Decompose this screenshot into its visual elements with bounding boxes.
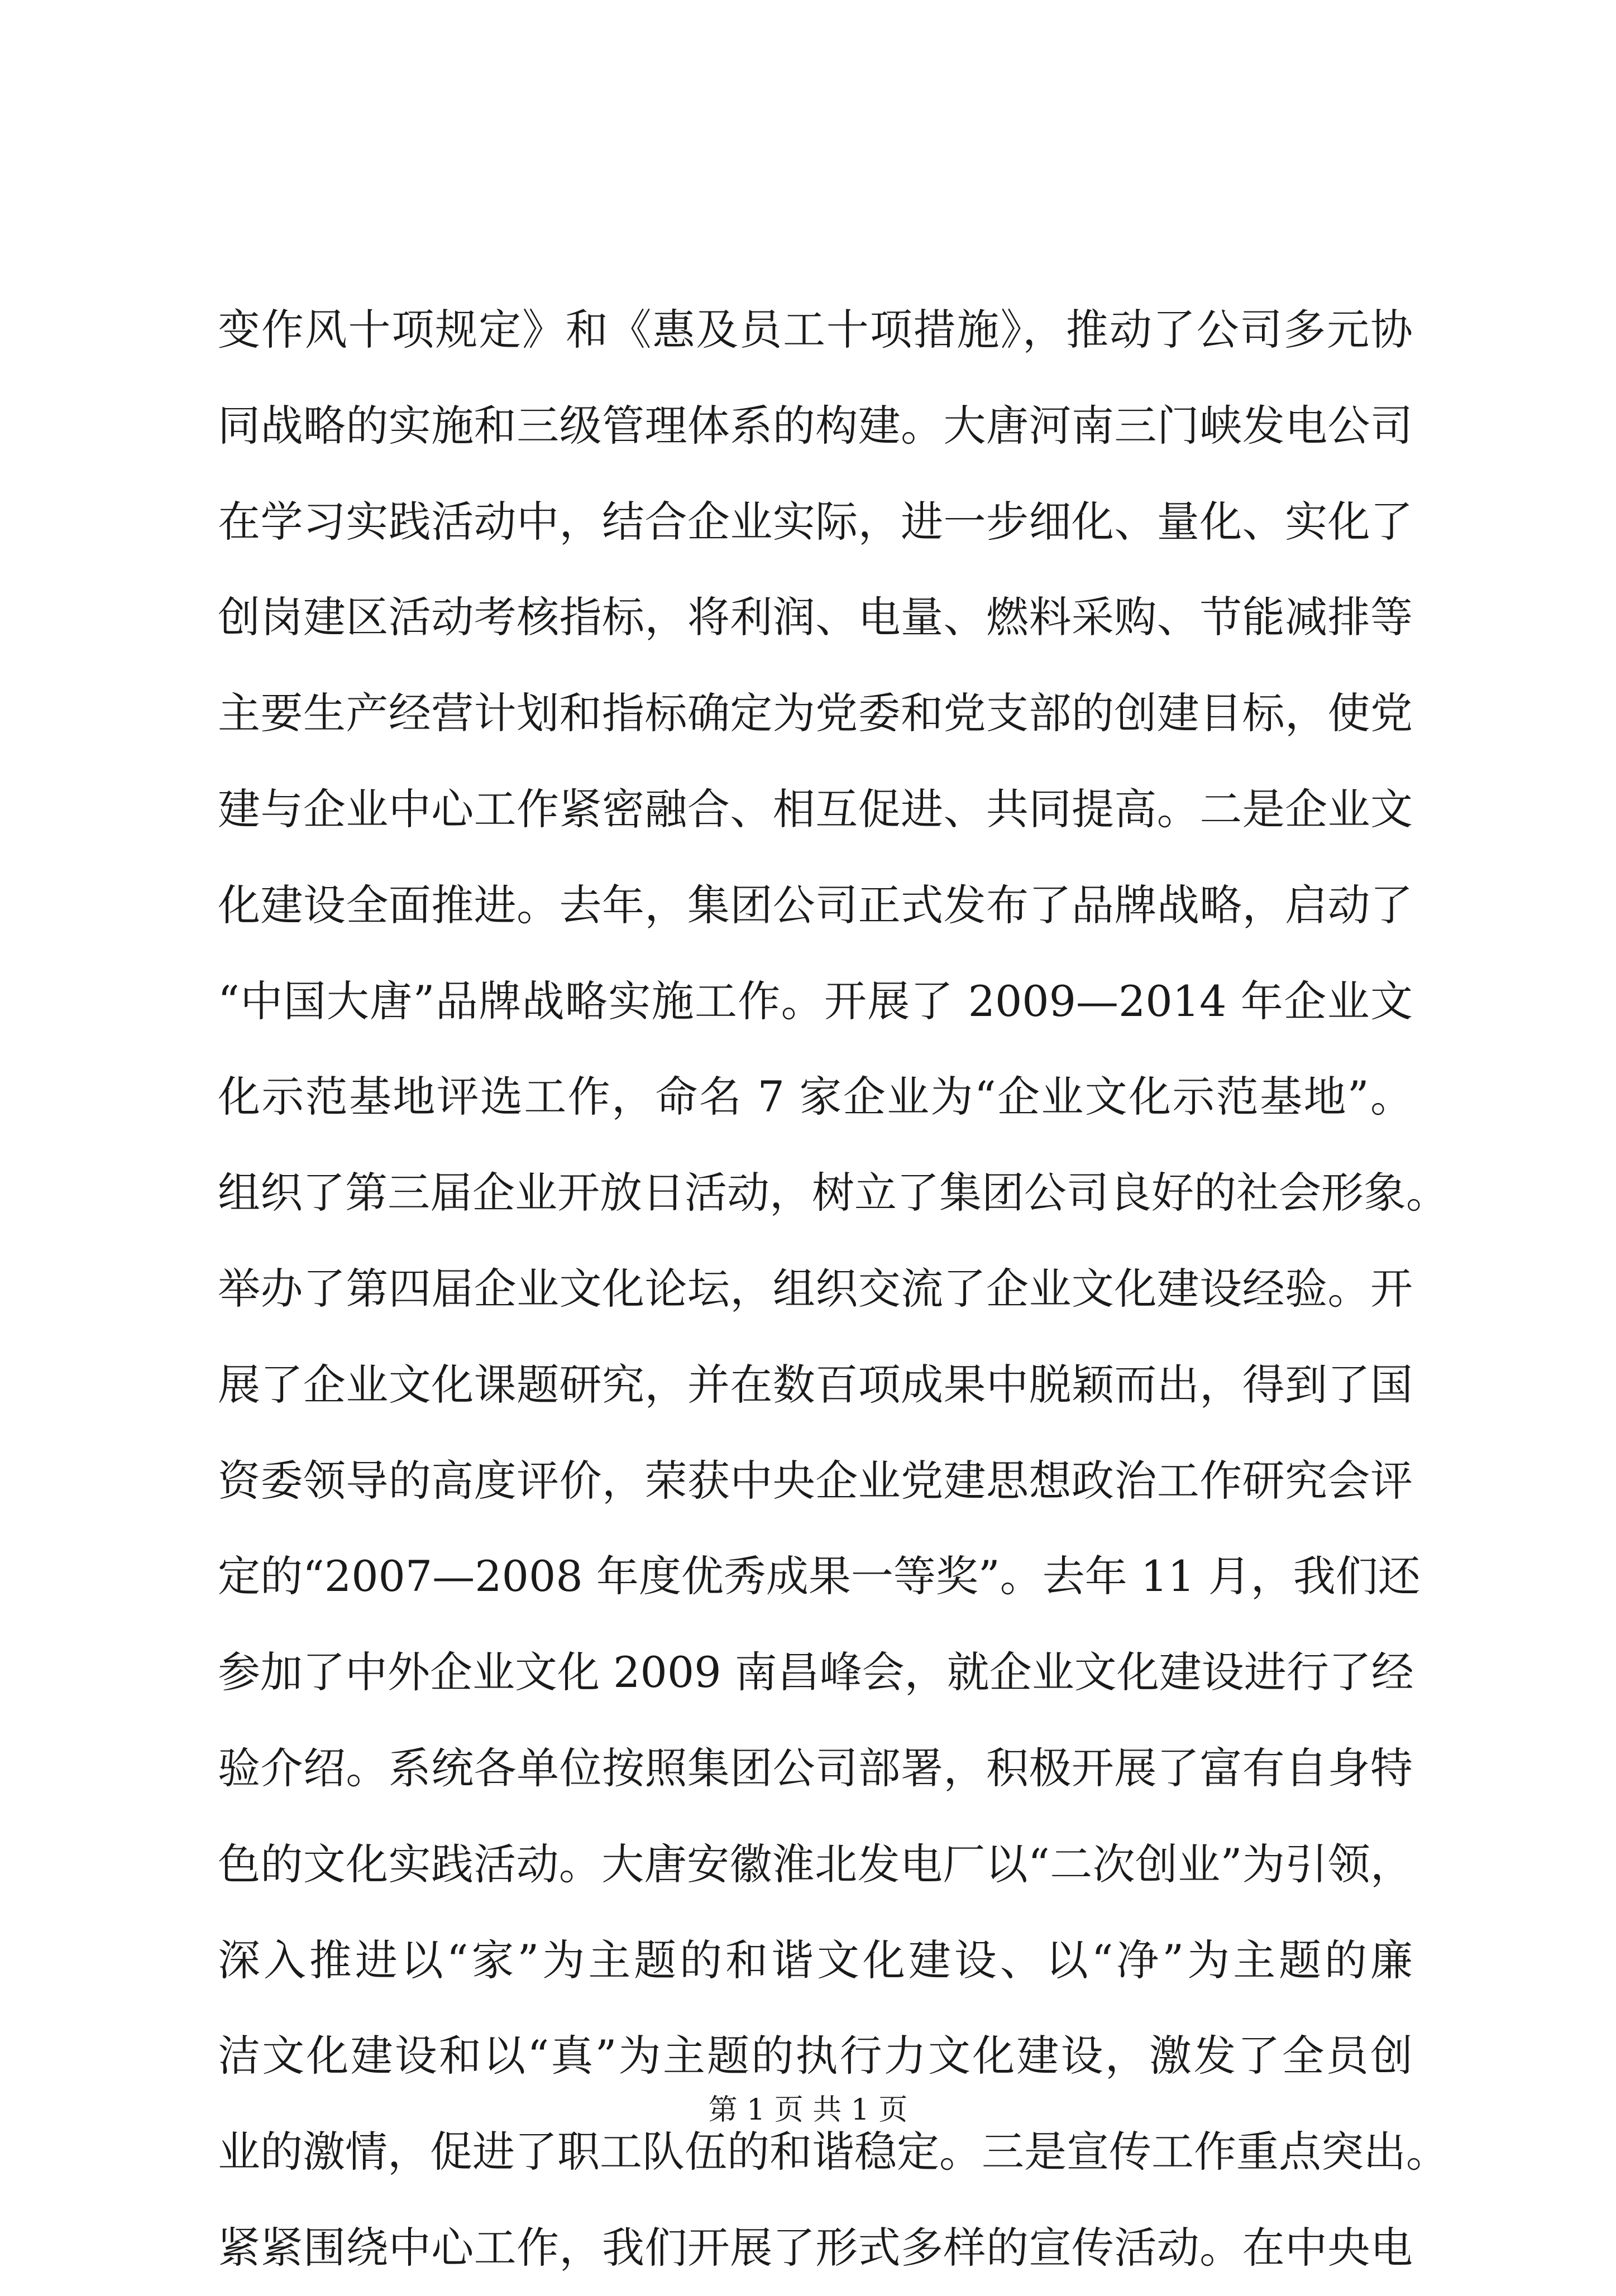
text-line: 化建设全面推进。去年，集团公司正式发布了品牌战略，启动了 <box>218 880 1413 930</box>
text-line: “中国大唐”品牌战略实施工作。开展了 2009—2014 年企业文 <box>218 976 1413 1026</box>
page-number-label: 第 1 页 共 1 页 <box>708 2093 908 2127</box>
page-footer <box>0 2091 1616 2130</box>
text-line: 同战略的实施和三级管理体系的构建。大唐河南三门峡发电公司 <box>218 400 1413 450</box>
text-line: 参加了中外企业文化 2009 南昌峰会，就企业文化建设进行了经 <box>218 1647 1414 1698</box>
text-line: 组织了第三届企业开放日活动，树立了集团公司良好的社会形象。 <box>218 1168 1448 1218</box>
text-line: 深入推进以“家”为主题的和谐文化建设、以“净”为主题的廉 <box>218 1935 1413 1985</box>
text-line: 创岗建区活动考核指标，将利润、电量、燃料采购、节能减排等 <box>218 592 1413 643</box>
text-line: 色的文化实践活动。大唐安徽淮北发电厂以“二次创业”为引领， <box>218 1839 1413 1889</box>
text-line: 资委领导的高度评价，荣获中央企业党建思想政治工作研究会评 <box>218 1455 1413 1506</box>
text-line: 变作风十项规定》和《惠及员工十项措施》，推动了公司多元协 <box>218 305 1413 354</box>
text-line: 验介绍。系统各单位按照集团公司部署，积极开展了富有自身特 <box>218 1743 1413 1793</box>
text-line: 洁文化建设和以“真”为主题的执行力文化建设，激发了全员创 <box>218 2031 1413 2081</box>
text-line: 化示范基地评选工作，命名 7 家企业为“企业文化示范基地”。 <box>218 1072 1413 1122</box>
text-line: 紧紧围绕中心工作，我们开展了形式多样的宣传活动。在中央电 <box>218 2222 1413 2273</box>
text-line: 举办了第四届企业文化论坛，组织交流了企业文化建设经验。开 <box>218 1263 1413 1314</box>
text-line: 建与企业中心工作紧密融合、相互促进、共同提高。二是企业文 <box>218 784 1413 834</box>
text-line: 展了企业文化课题研究，并在数百项成果中脱颖而出，得到了国 <box>218 1359 1413 1410</box>
text-line: 主要生产经营计划和指标确定为党委和党支部的创建目标，使党 <box>218 688 1413 739</box>
text-line: 业的激情，促进了职工队伍的和谐稳定。三是宣传工作重点突出。 <box>218 2127 1448 2177</box>
body-paragraph <box>218 282 1448 2296</box>
text-line: 定的“2007—2008 年度优秀成果一等奖”。去年 11 月，我们还 <box>218 1551 1421 1602</box>
text-line: 在学习实践活动中，结合企业实际，进一步细化、量化、实化了 <box>218 496 1413 547</box>
